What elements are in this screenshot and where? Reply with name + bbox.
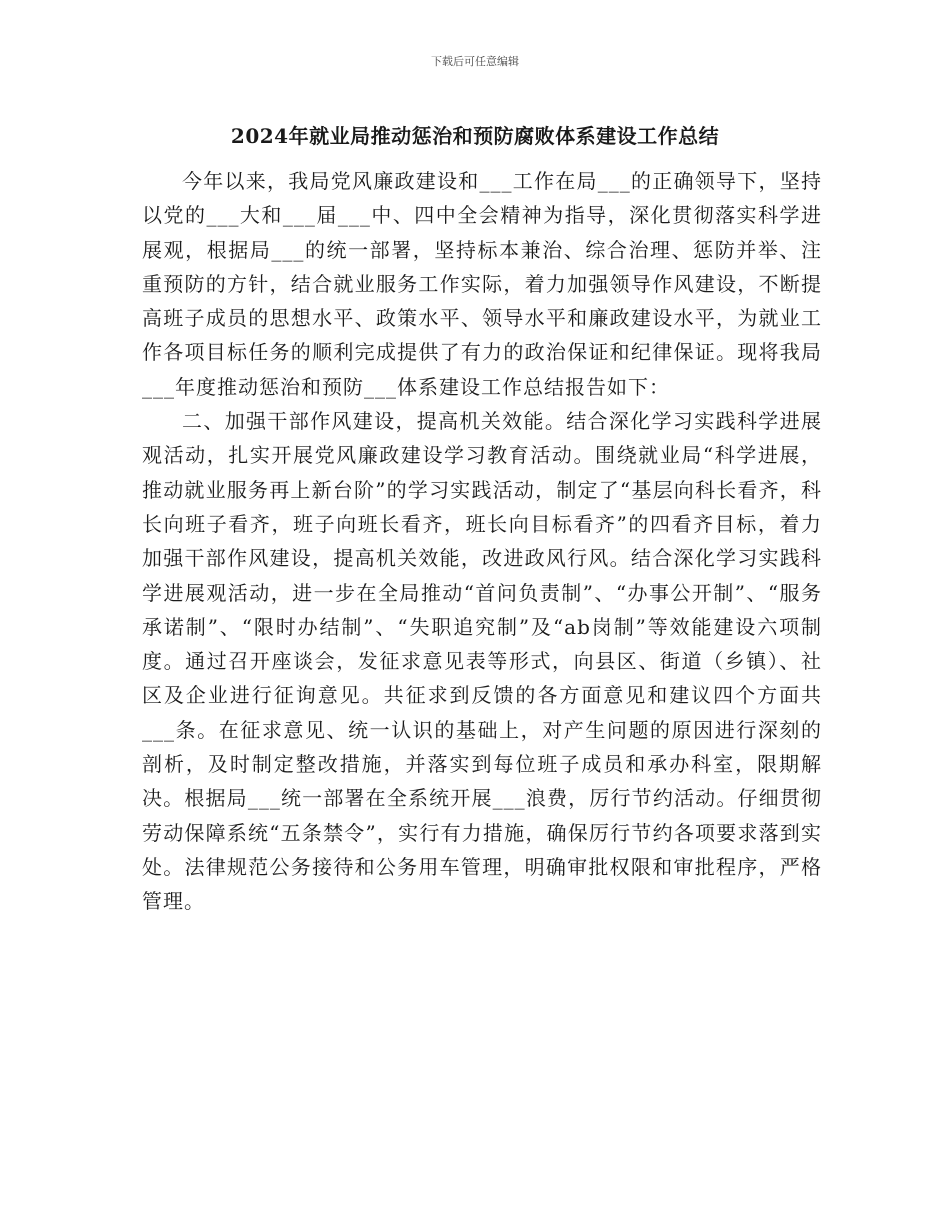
header-note: 下载后可任意编辑 (431, 55, 519, 68)
document-title: 2024年就业局推动惩治和预防腐败体系建设工作总结 (230, 124, 720, 148)
paragraph-intro: 今年以来，我局党风廉政建设和___工作在局___的正确领导下，坚持以党的___大和___届___中、四中全会精神为指导，深化贯彻落实科学进展观，根据局___的统一部署，坚持标本兼治、综合治理、惩防并举、注重预防的方针，结合就业服务工作实际，着力加强领导作风建设，不断提高班子成员的思想水平、政策水平、领导水平和廉政建设水平，为就业工作各项目标任务的顺利完成提供了有力的政治保证和纪律保证。现将我局___年度推动惩治和预防___体系建设工作总结报告如下： (142, 169, 822, 399)
document-body (142, 164, 822, 919)
paragraph-section-2: 二、加强干部作风建设，提高机关效能。结合深化学习实践科学进展观活动，扎实开展党风廉政建设学习教育活动。围绕就业局“科学进展，推动就业服务再上新台阶”的学习实践活动，制定了“基层向科长看齐，科长向班子看齐，班子向班长看齐，班长向目标看齐”的四看齐目标，着力加强干部作风建设，提高机关效能，改进政风行风。结合深化学习实践科学进展观活动，进一步在全局推动“首问负责制”、“办事公开制”、“服务承诺制”、“限时办结制”、“失职追究制”及“ab岗制”等效能建设六项制度。通过召开座谈会，发征求意见表等形式，向县区、街道（乡镇）、社区及企业进行征询意见。共征求到反馈的各方面意见和建议四个方面共___条。在征求意见、统一认识的基础上，对产生问题的原因进行深刻的剖析，及时制定整改措施，并落实到每位班子成员和承办科室，限期解决。根据局___统一部署在全系统开展___浪费，厉行节约活动。仔细贯彻劳动保障系统“五条禁令”，实行有力措施，确保厉行节约各项要求落到实处。法律规范公务接待和公务用车管理，明确审批权限和审批程序，严格管理。 (142, 409, 822, 914)
